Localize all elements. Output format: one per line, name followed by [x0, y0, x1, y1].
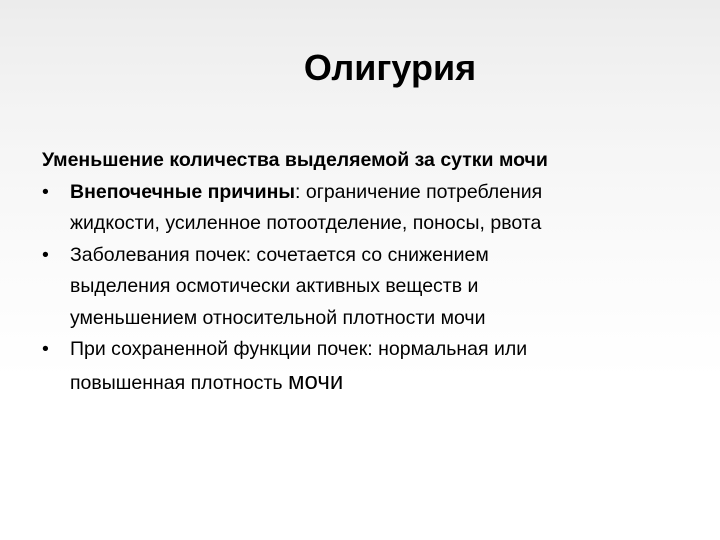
bullet-text: : ограничение потребления	[295, 180, 543, 203]
bullet-dot: •	[42, 243, 49, 266]
bullet-line: жидкости, усиленное потоотделение, поносы, рвота	[70, 212, 542, 234]
bullet-dot: •	[42, 338, 49, 360]
bullet-line: Заболевания почек: сочетается со снижением	[70, 243, 489, 266]
bullet-line: При сохраненной функции почек: нормальная или	[70, 338, 528, 360]
bullet-text: повышенная плотность	[70, 371, 289, 394]
bullet-bold-term: Внепочечные причины	[70, 180, 296, 203]
bullet-line: выделения осмотически активных веществ и	[70, 275, 479, 297]
bullet-item-kidney-disease	[42, 240, 702, 335]
bullet-line	[70, 366, 702, 400]
bullet-line	[70, 177, 702, 209]
bullet-text-large: мочи	[288, 367, 344, 395]
bullet-item-extrarenal	[42, 177, 702, 240]
slide-title: Олигурия	[303, 47, 477, 88]
bullet-line: уменьшением относительной плотности мочи	[70, 306, 486, 329]
slide-body	[42, 145, 702, 399]
bullet-item-preserved-function	[42, 334, 702, 399]
bullet-dot: •	[42, 180, 49, 203]
lead-line: Уменьшение количества выделяемой за сутки мочи	[42, 149, 548, 171]
